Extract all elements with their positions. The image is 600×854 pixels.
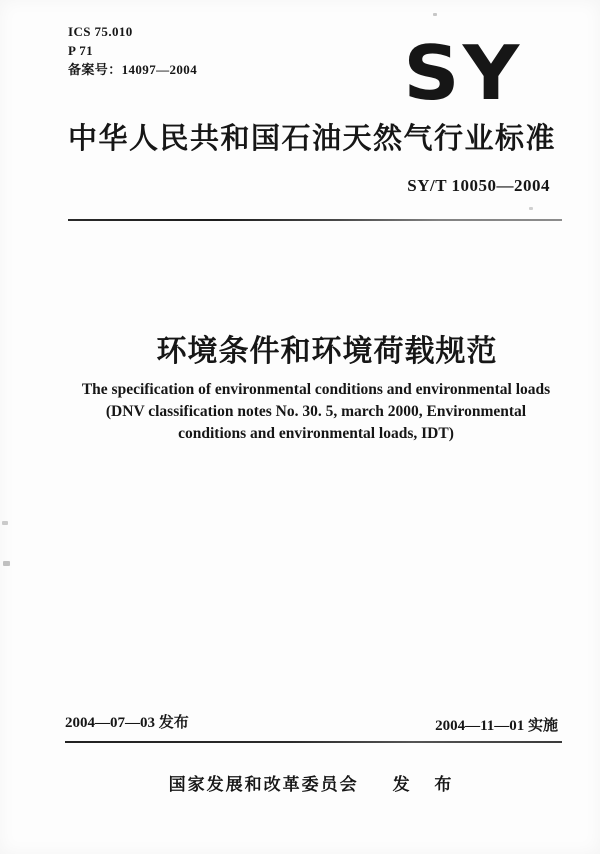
- implementation-date: 2004—11—01 实施: [435, 718, 558, 734]
- issue-date: 2004—07—03 发布: [65, 715, 189, 731]
- title-en-line-2: (DNV classification notes No. 30. 5, march 2000, Environmental: [105, 403, 527, 420]
- title-en-line-3: conditions and environmental loads, IDT): [178, 425, 454, 442]
- scan-speck: [3, 561, 10, 566]
- record-number: 备案号：14097—2004: [68, 62, 198, 77]
- scan-speck: [2, 521, 8, 525]
- scan-speck: [529, 207, 533, 210]
- ics-code: ICS 75.010: [68, 24, 133, 39]
- publish-label: 发 布: [392, 775, 462, 794]
- title-en-line-1: The specification of environmental conditions and environmental loads: [81, 381, 551, 398]
- sy-logo: SY: [403, 29, 522, 117]
- standard-number: SY/T 10050—2004: [407, 176, 550, 195]
- issuing-body: 国家发展和改革委员会: [168, 775, 359, 794]
- footer-issuer: [0, 770, 600, 795]
- footer-rule: [65, 741, 562, 743]
- header-title: 中华人民共和国石油天然气行业标准: [67, 123, 556, 155]
- document-title-chinese: 环境条件和环境荷载规范: [156, 335, 498, 368]
- class-code: P 71: [68, 43, 94, 58]
- header-rule: [68, 219, 562, 221]
- meta-block: [68, 22, 197, 79]
- document-title-english: [0, 379, 600, 445]
- scan-speck: [433, 13, 437, 16]
